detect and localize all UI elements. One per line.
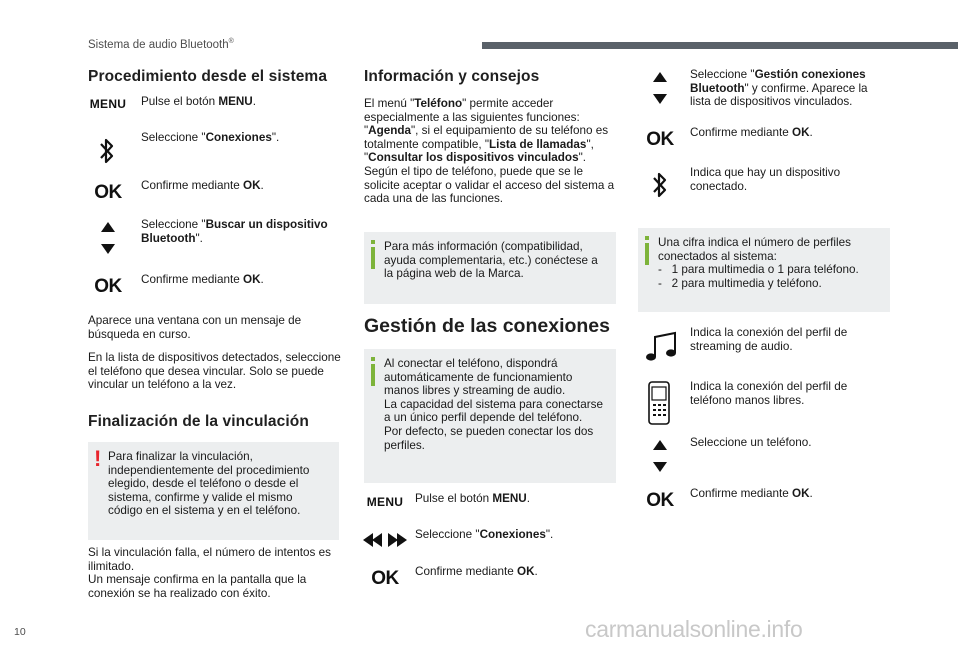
step-text: Confirme mediante OK. [690,126,813,139]
step-text: Indica que hay un dispositivo conectado. [690,166,841,193]
ok-icon: OK [371,568,399,589]
music-note-icon [645,331,679,368]
step-text: Confirme mediante OK. [141,273,264,286]
paragraph: Aparece una ventana con un mensaje de búsqueda en curso. [88,314,302,341]
step-text: Pulse el botón MENU. [415,492,530,505]
heading-pairing-end: Finalización de la vinculación [88,413,309,430]
step-text: Seleccione "Gestión conexiones Bluetooth" y confirme. Aparece la lista de dispositivos vinculados. [690,68,868,109]
info-paragraph: El menú "Teléfono" permite acceder especialmente a las siguientes funciones: "Agenda", si el equipamiento de su teléfono es totalmente compatible, "Lista de llamadas", "Consultar los dispositivos vinculados". Según el tipo de teléfono, puede que se le solicite aceptar o validar el acceso del sistema a cada una de las funciones. [364,97,615,206]
step-text: Seleccione "Conexiones". [141,131,280,144]
step-text: Indica la conexión del perfil de teléfono manos libres. [690,380,848,407]
step-text: Confirme mediante OK. [415,565,538,578]
step-text: Indica la conexión del perfil de streaming de audio. [690,326,848,353]
menu-icon: MENU [89,97,127,111]
heading-procedure: Procedimiento desde el sistema [88,68,328,85]
ok-icon: OK [94,182,122,203]
paragraph: Si la vinculación falla, el número de intentos es ilimitado. Un mensaje confirma en la pantalla que la conexión se ha realizado con éxito. [88,546,331,600]
up-down-arrows-icon [652,438,668,479]
list-item: - 1 para multimedia o 1 para teléfono. [658,263,859,277]
info-box [364,232,616,304]
header-rule [482,42,958,49]
info-box [638,228,890,312]
ok-icon: OK [646,129,674,150]
left-right-arrows-icon [363,533,407,552]
bluetooth-icon [98,136,116,171]
info-text: Para más información (compatibilidad, ayuda complementaria, etc.) conéctese a la página web de la Marca. [384,240,598,281]
step-text: Seleccione "Conexiones". [415,528,554,541]
heading-info: Información y consejos [364,68,540,85]
up-down-arrows-icon [652,70,668,111]
phone-icon [648,381,670,430]
ok-icon: OK [94,276,122,297]
paragraph: En la lista de dispositivos detectados, seleccione el teléfono que desea vincular. Solo se puede vincular un teléfono a la vez. [88,351,341,392]
warning-icon: ! [94,446,102,471]
list-item: - 2 para multimedia y teléfono. [658,276,822,290]
step-text: Pulse el botón MENU. [141,95,256,108]
heading-connections: Gestión de las conexiones [364,315,610,337]
menu-icon: MENU [366,495,404,509]
info-text: Una cifra indica el número de perfiles conectados al sistema: - 1 para multimedia o 1 para teléfono. - 2 para multimedia y teléfono. [658,236,886,290]
step-text: Seleccione "Buscar un dispositivo Bluetooth". [141,218,328,245]
warning-text: Para finalizar la vinculación, independientemente del procedimiento elegido, desde el teléfono o desde el sistema, confirme y valide el mismo código en el sistema y en el teléfono. [108,450,310,518]
info-icon [645,243,649,265]
ok-icon: OK [646,490,674,511]
info-icon [371,247,375,269]
up-down-arrows-icon [100,220,116,261]
running-header: Sistema de audio Bluetooth® [88,38,234,51]
info-box [364,349,616,483]
warning-box [88,442,339,540]
page-number: 10 [14,626,26,638]
watermark: carmanualsonline.info [585,616,803,642]
info-icon [371,364,375,386]
step-text: Confirme mediante OK. [141,179,264,192]
step-text: Confirme mediante OK. [690,487,813,500]
step-text: Seleccione un teléfono. [690,436,812,449]
info-text: Al conectar el teléfono, dispondrá automáticamente de funcionamiento manos libres y streaming de audio. La capacidad del sistema para conectarse a un único perfil depende del teléfono. Por defecto, se pueden conectar los dos perfiles. [384,357,603,452]
bluetooth-icon [651,170,669,205]
